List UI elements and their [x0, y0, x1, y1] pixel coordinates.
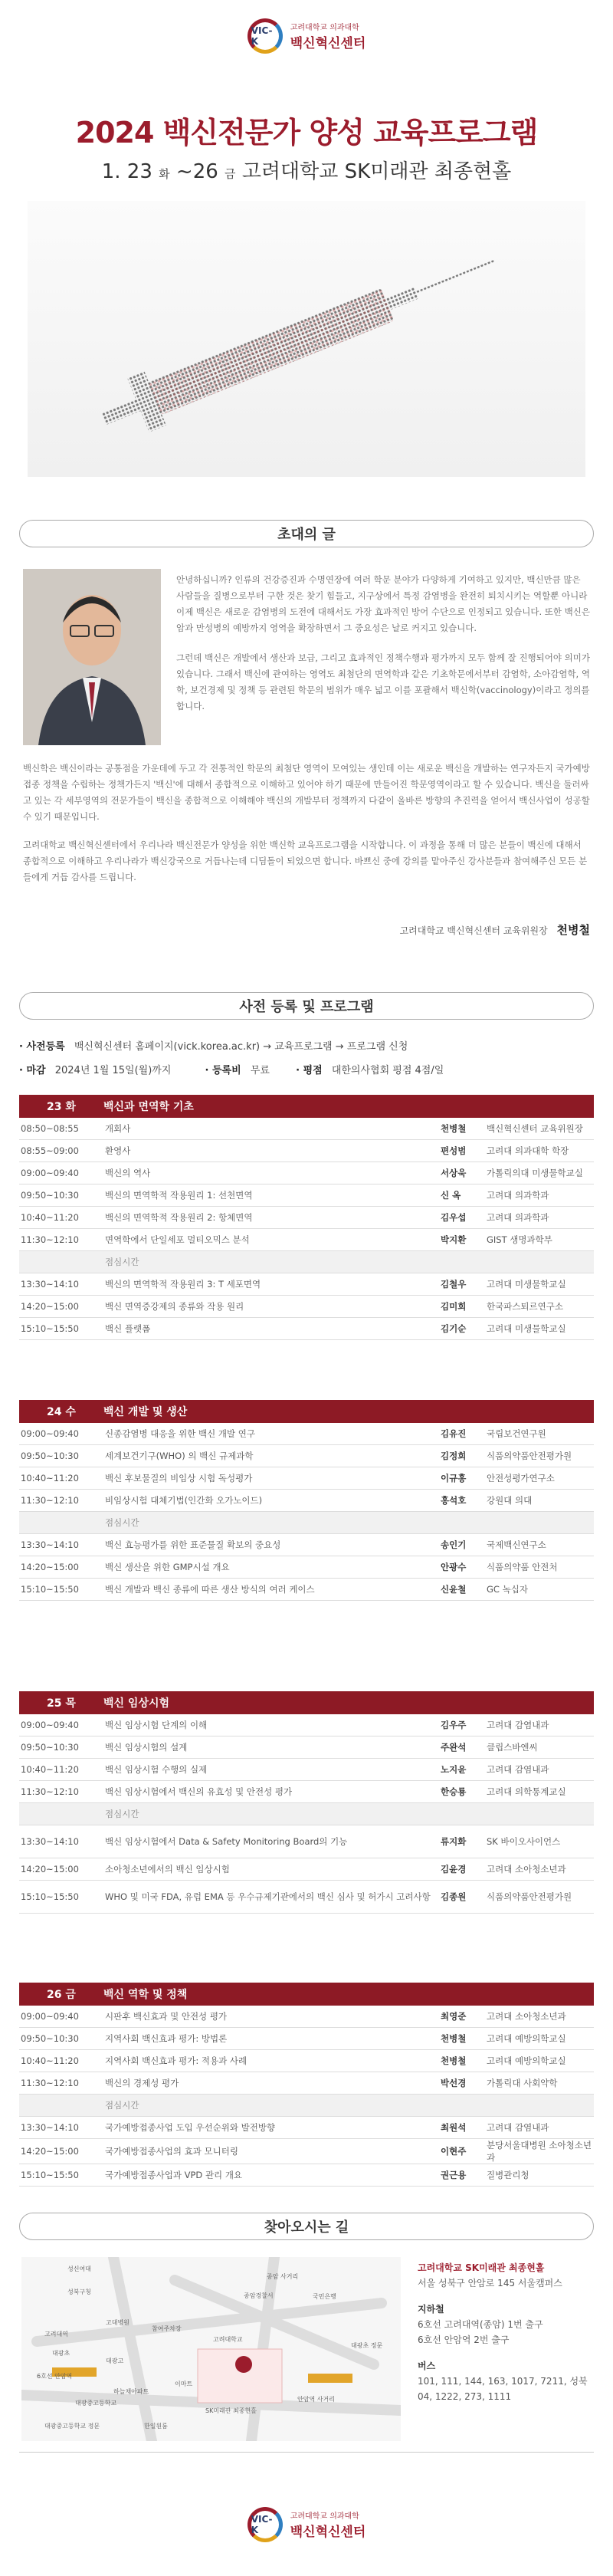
speaker-org: 고려대 의과대학 학장	[487, 1145, 569, 1156]
session-row	[19, 2072, 594, 2095]
speaker-name: 신윤철	[441, 1584, 467, 1595]
session-time: 09:00~09:40	[21, 1720, 79, 1730]
map-label: 대광초	[52, 2350, 70, 2357]
day-start: 화	[159, 167, 170, 181]
day-header	[19, 1400, 594, 1423]
session-title: 백신의 면역학적 작용원리 3: T 세포면역	[105, 1279, 261, 1290]
speaker-name: 노지윤	[441, 1764, 467, 1775]
map-label: 종암 사거리	[267, 2273, 299, 2280]
center-name: 백신혁신센터	[290, 36, 366, 51]
session-title: 소아청소년에서의 백신 임상시험	[105, 1864, 230, 1875]
speaker-org: 고려대 감염내과	[487, 2122, 549, 2133]
session-row	[19, 2117, 594, 2139]
map-label: 성북구청	[67, 2288, 91, 2295]
speaker-org: 백신혁신센터 교육위원장	[487, 1123, 583, 1134]
day-header	[19, 1691, 594, 1714]
day-theme: 백신 개발 및 생산	[103, 1406, 188, 1418]
session-row	[19, 1296, 594, 1318]
session-time: 09:50~10:30	[21, 2033, 79, 2044]
greeting-paragraph: 백신학은 백신이라는 공통점을 가운데에 두고 각 전통적인 학문의 최첨단 영역이 모여있는 생인데 이는 새로운 백신을 개발하는 연구자든지 국가예방접종 정책을 수립하는 정책가든지 '백신'에 대해서 종합적으로 이해하고 있어야 하기 때문에 만들어진 학문영역이라고 할 수 있습니다. 백신을 둘러싸고 있는 각 세부영역의 전문가들이 백신을 종합적으로 이해해야 백신의 개발부터 정책까지 다같이 올바른 방향의 추진력을 얻어서 백신사업이 성공할 수 있기 때문입니다.	[23, 763, 590, 822]
speaker-name: 서상욱	[441, 1168, 467, 1178]
session-title: 환영사	[105, 1145, 131, 1156]
session-title: 시판후 백신효과 및 안전성 평가	[105, 2011, 228, 2022]
greeting-paragraph: 안녕하십니까? 인류의 건강증진과 수명연장에 여러 학문 분야가 다양하게 기여하고 있지만, 백신만큼 많은 사람들을 질병으로부터 구한 것은 찾기 힘들고, 지구상에서 특정 감염병을 완전히 퇴치시키는 역할뿐 아니라 이제 백신은 새로운 감염병의 도전에 대해서도 가장 효과적인 방어 수단으로 인정되고 있습니다. 또한 백신은 암과 만성병의 예방까지 영역을 확장하면서 그 중요성은 날로 커지고 있습니다.	[176, 574, 590, 633]
session-row	[19, 1714, 594, 1737]
session-title: 백신 임상시험에서 백신의 유효성 및 안전성 평가	[105, 1786, 293, 1797]
org-line: 고려대학교 의과대학	[290, 2512, 359, 2521]
day-block	[19, 1400, 594, 1601]
session-title: 점심시간	[105, 1517, 139, 1528]
session-title: 백신 임상시험에서 Data & Safety Monitoring Board의 기능	[105, 1836, 348, 1847]
speaker-name: 이현주	[441, 2146, 467, 2157]
session-title: 세계보건기구(WHO) 의 백신 규제과학	[105, 1451, 254, 1461]
session-time: 15:10~15:50	[21, 2170, 79, 2180]
speaker-org: 고려대 미생물학교실	[487, 1279, 566, 1290]
session-title: 백신의 경제성 평가	[105, 2078, 179, 2088]
session-title: 신종감염병 대응을 위한 백신 개발 연구	[105, 1428, 256, 1439]
credit-label: · 평점	[296, 1065, 323, 1076]
speaker-name: 박선경	[441, 2078, 467, 2088]
session-row	[19, 1318, 594, 1340]
session-title: 점심시간	[105, 1809, 139, 1819]
session-title: 비임상시험 대체기법(인간화 오가노이드)	[105, 1495, 263, 1506]
session-row	[19, 1273, 594, 1296]
speaker-org: 식품의약품안전평가원	[487, 1891, 572, 1902]
session-title: 백신의 면역학적 작용원리 2: 항체면역	[105, 1212, 253, 1223]
session-title: 백신 임상시험 단계의 이해	[105, 1720, 208, 1730]
session-time: 13:30~14:10	[21, 1836, 79, 1847]
session-title: 백신의 면역학적 작용원리 1: 선천면역	[105, 1190, 253, 1201]
session-row	[19, 1162, 594, 1184]
map-label: 고려대학교	[213, 2336, 243, 2343]
session-time: 11:30~12:10	[21, 1234, 79, 1245]
session-title: 점심시간	[105, 1257, 139, 1267]
speaker-name: 김우주	[441, 1720, 467, 1730]
subway-label: 지하철	[418, 2304, 444, 2315]
session-row	[19, 2006, 594, 2028]
day-end: 금	[225, 167, 236, 181]
day-theme: 백신 임상시험	[103, 1697, 170, 1710]
greeting-heading: 초대의 글	[19, 520, 594, 547]
session-row	[19, 2028, 594, 2050]
day-date: 24 수	[47, 1406, 76, 1418]
signature	[400, 922, 590, 938]
map-label: 고려대역	[44, 2331, 68, 2338]
speaker-name: 최원석	[441, 2122, 467, 2133]
session-time: 14:20~15:00	[21, 1562, 79, 1572]
session-row	[19, 1140, 594, 1162]
directions-info	[418, 2260, 594, 2404]
speaker-name: 편성범	[441, 1145, 467, 1156]
map-label: 성신여대	[67, 2266, 91, 2272]
speaker-org: 가톨릭의대 미생물학교실	[487, 1168, 583, 1178]
page-title: 2024 백신전문가 양성 교육프로그램	[75, 116, 538, 150]
speaker-org: 고려대 의과학과	[487, 1190, 549, 1201]
reg-label: · 사전등록	[19, 1041, 65, 1053]
session-time: 14:20~15:00	[21, 1864, 79, 1875]
vick-logo-icon	[247, 18, 283, 54]
speaker-name: 김미희	[441, 1301, 467, 1312]
session-row	[19, 1184, 594, 1207]
day-theme: 백신 역학 및 정책	[103, 1989, 188, 2001]
credit-value: 대한의사협회 평점 4점/일	[331, 1065, 444, 1076]
speaker-org: 분당서울대병원 소아청소년과	[487, 2140, 592, 2163]
session-time: 14:20~15:00	[21, 2146, 79, 2157]
session-row	[19, 1207, 594, 1229]
speaker-name: 홍석호	[441, 1495, 467, 1506]
deadline-line	[19, 1062, 594, 1076]
speaker-org: 식품의약품안전평가원	[487, 1451, 572, 1461]
speaker-name: 권근용	[441, 2170, 467, 2180]
session-title: 백신 면역증강제의 종류와 작용 원리	[105, 1301, 244, 1312]
session-time: 09:00~09:40	[21, 1428, 79, 1439]
day-block	[19, 1983, 594, 2187]
speaker-name: 안광수	[441, 1562, 467, 1572]
session-row	[19, 2164, 594, 2187]
speaker-org: 국립보건연구원	[487, 1428, 546, 1439]
speaker-org: 고려대 의학통계교실	[487, 1786, 566, 1797]
footer-divider	[19, 2452, 594, 2453]
session-title: WHO 및 미국 FDA, 유럽 EMA 등 우수규제기관에서의 백신 심사 및 허가시 고려사항	[105, 1891, 431, 1902]
logo-mark-text: VIC-K	[251, 2514, 273, 2535]
map-label: 안암역 사거리	[297, 2396, 335, 2403]
session-row	[19, 1229, 594, 1251]
session-row	[19, 1556, 594, 1579]
subway-line: 6호선 고려대역(종암) 1번 출구	[418, 2319, 543, 2330]
subway-line: 6호선 안암역 2번 출구	[418, 2334, 510, 2345]
session-title: 백신 플랫폼	[105, 1323, 151, 1334]
deadline-label: · 마감	[19, 1065, 46, 1076]
session-row	[19, 1118, 594, 1140]
session-row	[19, 1445, 594, 1467]
map-label: 한일원룸	[144, 2423, 168, 2430]
speaker-name: 김정희	[441, 1451, 467, 1461]
speaker-org: 고려대 미생물학교실	[487, 1323, 566, 1334]
map-label: 대광중고등학교 정문	[44, 2423, 100, 2430]
session-row	[19, 2139, 594, 2164]
lunch-break-row	[19, 1251, 594, 1273]
speaker-name: 류지화	[441, 1836, 467, 1847]
session-time: 09:00~09:40	[21, 1168, 79, 1178]
day-header	[19, 1983, 594, 2006]
fee-label: · 등록비	[205, 1065, 241, 1076]
speaker-name: 김유진	[441, 1428, 467, 1439]
logo-text	[290, 2509, 366, 2540]
logo-mark-text: VIC-K	[251, 25, 273, 47]
map-labels	[21, 2257, 401, 2441]
session-time: 09:50~10:30	[21, 1451, 79, 1461]
session-time: 10:40~11:20	[21, 1764, 79, 1775]
speaker-org: GIST 생명과학부	[487, 1234, 552, 1245]
session-title: 백신 효능평가를 위한 표준물질 확보의 중요성	[105, 1539, 281, 1550]
map-label: 고대병원	[106, 2319, 129, 2326]
fee-value: 무료	[250, 1065, 270, 1076]
venue: 고려대학교 SK미래관 최종현홀	[241, 160, 512, 183]
speaker-org: 고려대 감염내과	[487, 1764, 549, 1775]
vick-logo-icon	[247, 2507, 283, 2542]
map-label: 대광초 정문	[351, 2342, 383, 2349]
session-title: 백신 임상시험의 설계	[105, 1742, 188, 1753]
lunch-break-row	[19, 1803, 594, 1825]
session-time: 10:40~11:20	[21, 1473, 79, 1484]
chairman-photo	[23, 569, 161, 745]
speaker-org: 식품의약품 안전처	[487, 1562, 558, 1572]
lunch-break-row	[19, 1512, 594, 1534]
speaker-name: 한승룡	[441, 1786, 467, 1797]
portrait-icon	[23, 569, 161, 745]
session-row	[19, 1423, 594, 1445]
map-label: SK미래관 최종현홀	[205, 2407, 257, 2414]
session-time: 13:30~14:10	[21, 1279, 79, 1290]
map-label: 국민은행	[313, 2293, 336, 2300]
date-start: 1. 23	[101, 160, 152, 183]
session-title: 지역사회 백신효과 평가: 적용과 사례	[105, 2055, 247, 2066]
map-label: 종암경찰서	[244, 2292, 274, 2299]
syringe-crowd-illustration	[28, 201, 585, 477]
session-time: 09:50~10:30	[21, 1190, 79, 1201]
speaker-org: 가톨릭대 사회약학	[487, 2078, 558, 2088]
session-row	[19, 1534, 594, 1556]
session-time: 08:55~09:00	[21, 1145, 79, 1156]
logo-text	[290, 21, 366, 51]
session-time: 13:30~14:10	[21, 2122, 79, 2133]
session-time: 10:40~11:20	[21, 2055, 79, 2066]
speaker-name: 김종원	[441, 1891, 467, 1902]
session-title: 지역사회 백신효과 평가: 방법론	[105, 2033, 228, 2044]
session-row	[19, 1490, 594, 1512]
speaker-name: 이규홍	[441, 1473, 467, 1484]
session-time: 10:40~11:20	[21, 1212, 79, 1223]
signature-role: 고려대학교 백신혁신센터 교육위원장	[399, 925, 548, 936]
session-title: 백신의 역사	[105, 1168, 151, 1178]
speaker-org: 고려대 소아청소년과	[487, 2011, 566, 2022]
speaker-org: GC 녹십자	[487, 1584, 528, 1595]
session-row	[19, 1759, 594, 1781]
session-title: 국가예방접종사업의 효과 모니터링	[105, 2146, 238, 2157]
speaker-org: 고려대 예방의학교실	[487, 2033, 566, 2044]
center-name: 백신혁신센터	[290, 2525, 366, 2540]
speaker-org: 국제백신연구소	[487, 1539, 546, 1550]
date-sep: ~	[175, 160, 193, 183]
registration-heading: 사전 등록 및 프로그램	[19, 992, 594, 1020]
day-date: 25 목	[47, 1697, 76, 1710]
map-label: 참여주차장	[152, 2325, 182, 2332]
day-header	[19, 1095, 594, 1118]
bus-routes: 101, 111, 144, 163, 1017, 7211, 성북04, 1222, 273, 1111	[418, 2376, 588, 2402]
speaker-org: 고려대 소아청소년과	[487, 1864, 566, 1875]
event-subtitle	[0, 156, 613, 184]
speaker-name: 천병철	[441, 2033, 467, 2044]
speaker-name: 천병철	[441, 2055, 467, 2066]
speaker-org: 고려대 예방의학교실	[487, 2055, 566, 2066]
directions-heading: 찾아오시는 길	[19, 2213, 594, 2240]
session-time: 15:10~15:50	[21, 1584, 79, 1595]
session-title: 백신 개발과 백신 종류에 따른 생산 방식의 여러 케이스	[105, 1584, 315, 1595]
speaker-name: 송인기	[441, 1539, 467, 1550]
place-title: 고려대학교 SK미래관 최종현홀	[418, 2262, 545, 2273]
session-row	[19, 1737, 594, 1759]
map-label: 이마트	[175, 2380, 193, 2387]
address: 서울 성북구 안암로 145 서울캠퍼스	[418, 2278, 562, 2288]
hero-image	[28, 201, 585, 477]
day-date: 23 화	[47, 1101, 76, 1113]
session-time: 14:20~15:00	[21, 1301, 79, 1312]
session-title: 면역학에서 단일세포 멀티오믹스 분석	[105, 1234, 250, 1245]
footer-logo	[0, 2507, 613, 2542]
day-theme: 백신과 면역학 기초	[103, 1101, 194, 1113]
speaker-org: 고려대 의과학과	[487, 1212, 549, 1223]
session-row	[19, 1881, 594, 1914]
speaker-name: 김윤경	[441, 1864, 467, 1875]
greeting-paragraph: 그런데 백신은 개발에서 생산과 보급, 그리고 효과적인 정책수행과 평가까지 모두 함께 잘 진행되어야 의미가 있습니다. 그래서 백신에 관여하는 영역도 최첨단의 면역학과 같은 기초학문에서부터 감염학, 소아감염학, 역학, 보건경제 및 정책 등 관련된 학문의 범위가 매우 넓고 이를 포괄해서 백신학(vaccinology)이라고 정의를 합니다.	[176, 652, 590, 711]
map-label: 6호선 안암역	[37, 2373, 73, 2380]
session-time: 15:10~15:50	[21, 1891, 79, 1902]
session-row	[19, 1825, 594, 1858]
session-time: 11:30~12:10	[21, 2078, 79, 2088]
session-time: 13:30~14:10	[21, 1539, 79, 1550]
header-logo	[0, 18, 613, 54]
date-end: 26	[192, 160, 218, 183]
session-title: 백신 생산을 위한 GMP시설 개요	[105, 1562, 230, 1572]
speaker-org: SK 바이오사이언스	[487, 1836, 561, 1847]
speaker-name: 김기순	[441, 1323, 467, 1334]
speaker-org: 안전성평가연구소	[487, 1473, 555, 1484]
day-date: 26 금	[47, 1989, 76, 2001]
speaker-name: 김우섭	[441, 1212, 467, 1223]
reg-line	[19, 1038, 594, 1053]
session-time: 09:50~10:30	[21, 1742, 79, 1753]
speaker-name: 천병철	[441, 1123, 467, 1134]
speaker-org: 질병관리청	[487, 2170, 529, 2180]
session-time: 15:10~15:50	[21, 1323, 79, 1334]
session-title: 국가예방접종사업과 VPD 관리 개요	[105, 2170, 243, 2180]
lunch-break-row	[19, 2095, 594, 2117]
registration-info	[19, 1038, 594, 1076]
day-block	[19, 1691, 594, 1914]
map-label: 하늘채아파트	[113, 2388, 149, 2395]
session-time: 08:50~08:55	[21, 1123, 79, 1134]
session-time: 11:30~12:10	[21, 1495, 79, 1506]
session-title: 개회사	[105, 1123, 131, 1134]
session-title: 백신 후보물질의 비임상 시험 독성평가	[105, 1473, 253, 1484]
map-label: 대광고	[106, 2358, 124, 2364]
speaker-name: 신 옥	[441, 1190, 461, 1201]
org-line: 고려대학교 의과대학	[290, 24, 359, 32]
speaker-org: 고려대 감염내과	[487, 1720, 549, 1730]
session-row	[19, 1467, 594, 1490]
speaker-name: 최영준	[441, 2011, 467, 2022]
signature-name: 천병철	[556, 923, 590, 937]
day-block	[19, 1095, 594, 1340]
session-time: 09:00~09:40	[21, 2011, 79, 2022]
session-title: 국가예방접종사업 도입 우선순위와 발전방향	[105, 2122, 276, 2133]
greeting-paragraph: 고려대학교 백신혁신센터에서 우리나라 백신전문가 양성을 위한 백신학 교육프로그램을 시작합니다. 이 과정을 통해 더 많은 분들이 백신에 대해서 종합적으로 이해하고 우리나라가 백신강국으로 거듭나는데 디딤돌이 되었으면 합니다. 바쁘신 중에 강의를 맡아주신 강사분들과 참여해주신 모든 분들에게 거듭 감사를 드립니다.	[23, 840, 588, 882]
greeting-full-text	[23, 761, 590, 886]
speaker-name: 주완석	[441, 1742, 467, 1753]
map-label: 대광중고등학교	[75, 2400, 117, 2407]
speaker-name: 박지환	[441, 1234, 467, 1245]
session-row	[19, 1579, 594, 1601]
session-row	[19, 2050, 594, 2072]
speaker-name: 김철우	[441, 1279, 467, 1290]
session-title: 점심시간	[105, 2100, 139, 2111]
speaker-org: 클립스바엔씨	[487, 1742, 538, 1753]
session-time: 11:30~12:10	[21, 1786, 79, 1797]
speaker-org: 한국파스퇴르연구소	[487, 1301, 563, 1312]
session-title: 백신 임상시험 수행의 실제	[105, 1764, 208, 1775]
bus-label: 버스	[418, 2361, 436, 2371]
deadline-value: 2024년 1월 15일(월)까지	[54, 1065, 172, 1076]
greeting-side-text	[176, 572, 590, 715]
speaker-org: 강원대 의대	[487, 1495, 533, 1506]
session-row	[19, 1858, 594, 1881]
session-row	[19, 1781, 594, 1803]
campus-map[interactable]	[21, 2257, 401, 2441]
reg-link[interactable]: 백신혁신센터 홈페이지(vick.korea.ac.kr) → 교육프로그램 → 프로그램 신청	[74, 1041, 408, 1053]
